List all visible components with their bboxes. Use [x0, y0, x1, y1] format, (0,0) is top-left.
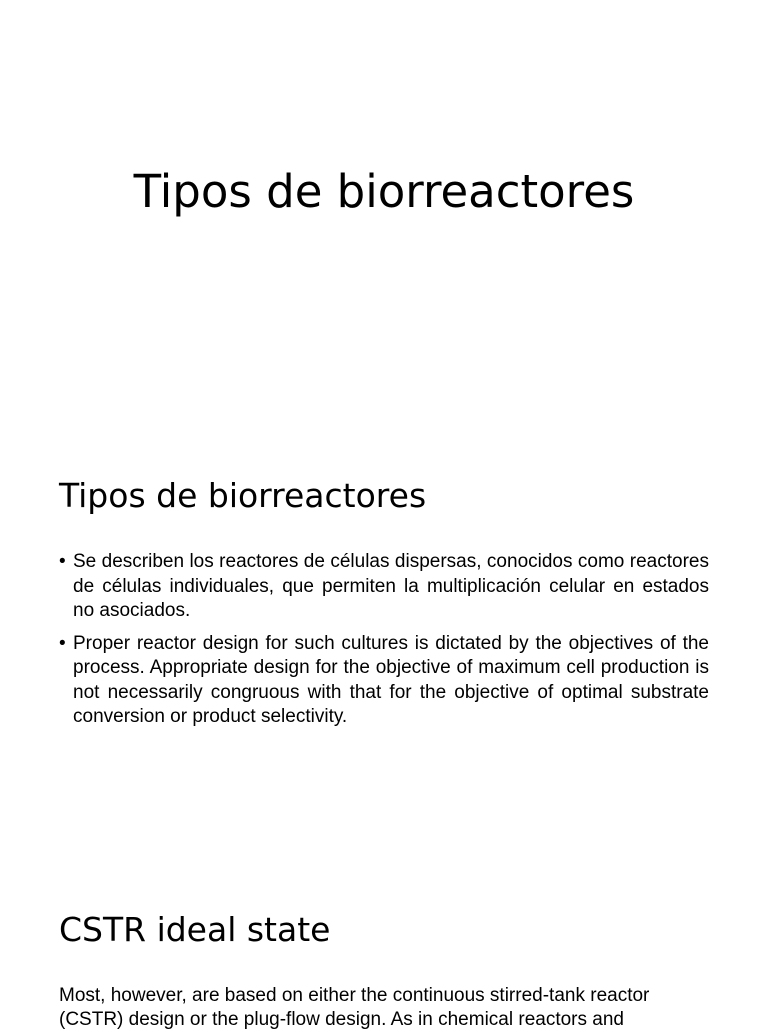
body-paragraph: Most, however, are based on either the continuous stirred-tank reactor (CSTR) design or the plug-flow design. As in chemical reactors and	[59, 985, 650, 1030]
slide-title: Tipos de biorreactores	[133, 165, 635, 218]
bullet-text: Proper reactor design for such cultures is dictated by the objectives of the process. Appropriate design for the objective of maximum cell production is not necessarily congruous with that for the objective of optimal substrate conversion or product selectivity.	[73, 632, 709, 727]
bullet-list	[59, 550, 709, 738]
section-heading: Tipos de biorreactores	[59, 476, 427, 515]
bullet-item	[59, 632, 709, 730]
bullet-text: Se describen los reactores de células dispersas, conocidos como reactores de células individuales, que permiten la multiplicación celular en estados no asociados.	[73, 551, 709, 621]
bullet-item	[59, 550, 709, 624]
section-heading: CSTR ideal state	[59, 910, 331, 949]
bullet-marker: •	[59, 632, 66, 654]
bullet-marker: •	[59, 551, 66, 572]
